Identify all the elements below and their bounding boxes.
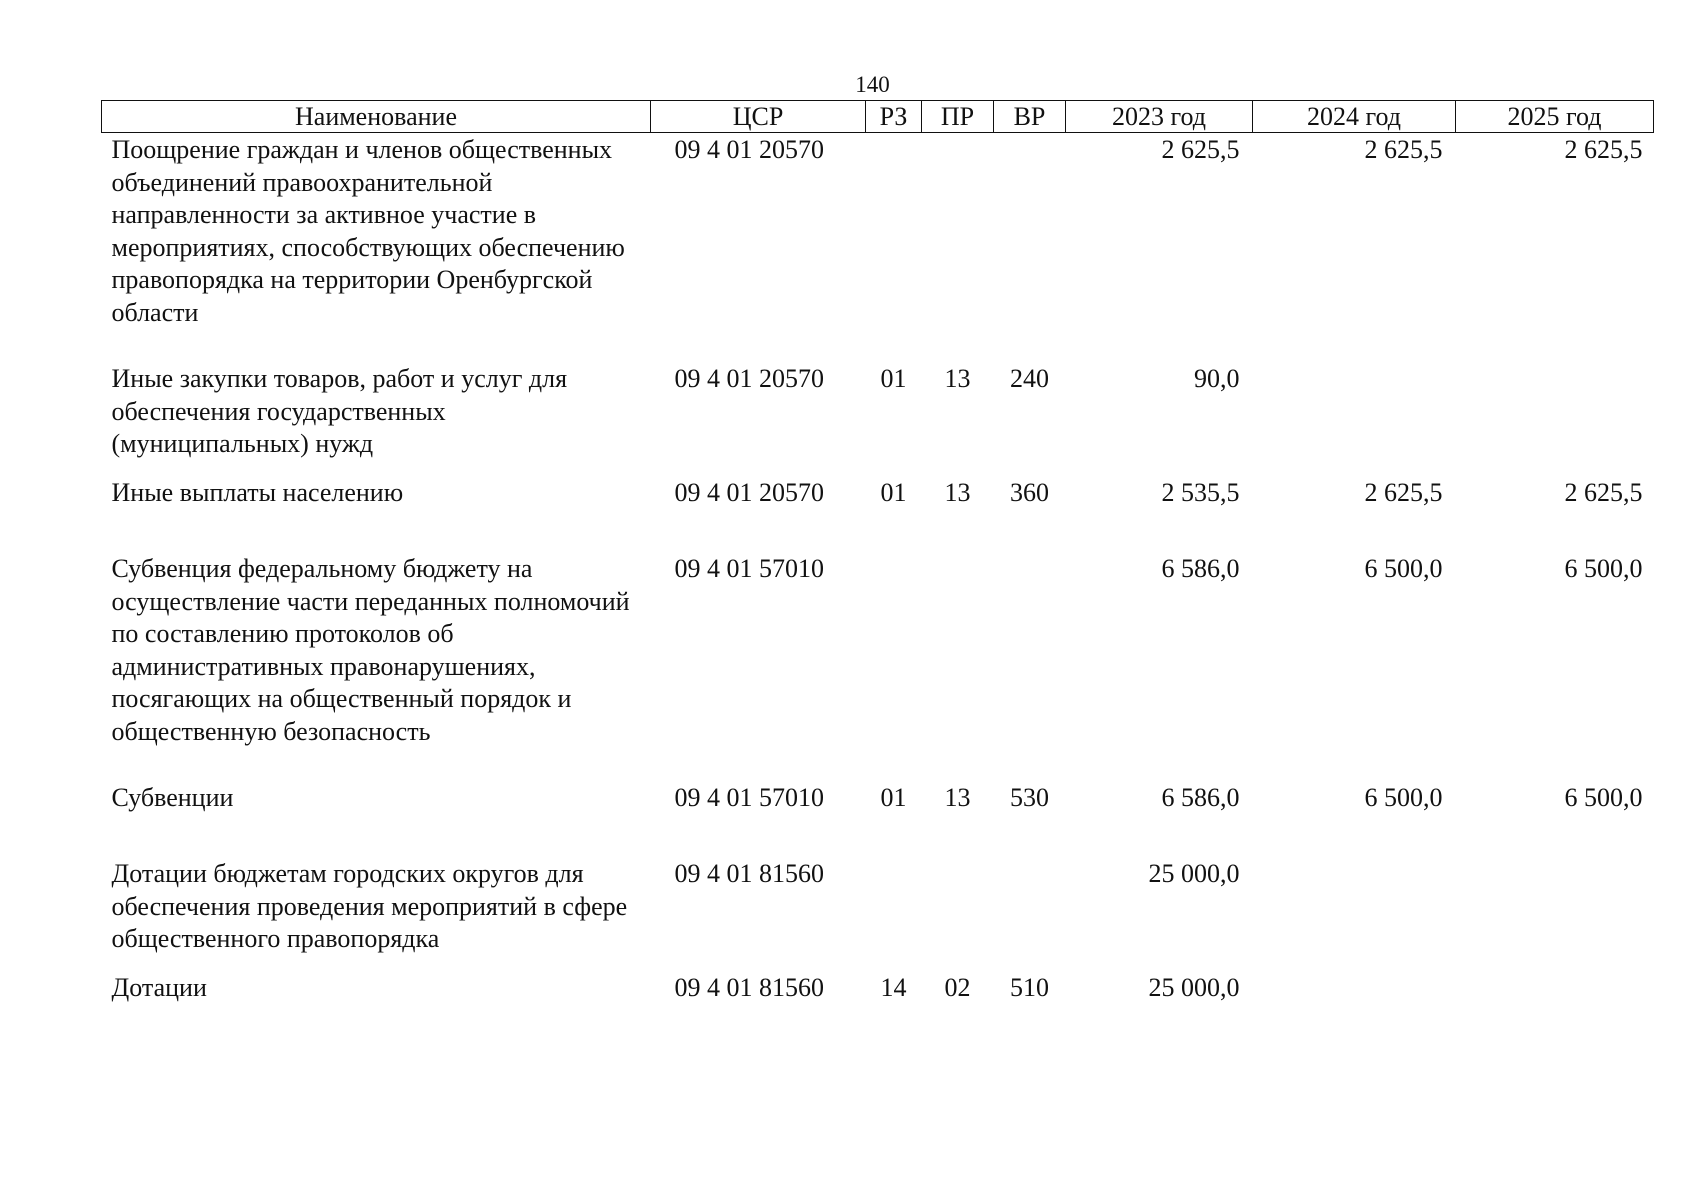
cell-name-text: Поощрение граждан и членов общественных объединений правоохранительной направленности за активное участие в мероприятиях, способствующих обеспечению правопорядка на территории Оренбургской области bbox=[111, 135, 625, 327]
cell-name bbox=[102, 477, 651, 553]
cell-name-text: Дотации bbox=[111, 973, 207, 1002]
header-vr: ВР bbox=[994, 101, 1066, 133]
table-row bbox=[102, 363, 1654, 477]
budget-table bbox=[101, 100, 1654, 1012]
cell-pr bbox=[922, 133, 994, 364]
cell-vr bbox=[994, 858, 1066, 972]
table-row bbox=[102, 858, 1654, 972]
cell-2025 bbox=[1456, 363, 1654, 477]
cell-2025 bbox=[1456, 858, 1654, 972]
cell-csr: 09 4 01 81560 bbox=[674, 973, 824, 1002]
cell-2023: 2 625,5 bbox=[1161, 135, 1240, 164]
header-csr: ЦСР bbox=[651, 101, 866, 133]
cell-name bbox=[102, 363, 651, 477]
cell-name-text: Субвенция федеральному бюджету на осуществление части переданных полномочий по составлению протоколов об административных правонарушениях, посягающих на общественный порядок и общественную безопасность bbox=[111, 554, 630, 746]
header-2023: 2023 год bbox=[1066, 101, 1253, 133]
cell-csr: 09 4 01 20570 bbox=[674, 364, 824, 393]
cell-rz bbox=[866, 553, 922, 782]
table-row bbox=[102, 133, 1654, 364]
cell-pr bbox=[922, 553, 994, 782]
page-number: 140 bbox=[855, 72, 890, 97]
cell-pr: 13 bbox=[944, 783, 971, 812]
table-row bbox=[102, 477, 1654, 553]
cell-2023: 25 000,0 bbox=[1148, 859, 1240, 888]
cell-csr: 09 4 01 81560 bbox=[674, 859, 824, 888]
cell-name bbox=[102, 858, 651, 972]
cell-rz: 01 bbox=[880, 783, 907, 812]
cell-2023: 2 535,5 bbox=[1161, 478, 1240, 507]
header-2025: 2025 год bbox=[1456, 101, 1654, 133]
cell-name bbox=[102, 972, 651, 1012]
header-pr: ПР bbox=[922, 101, 994, 133]
cell-csr: 09 4 01 57010 bbox=[674, 783, 824, 812]
cell-name bbox=[102, 553, 651, 782]
cell-2024: 6 500,0 bbox=[1364, 554, 1443, 583]
cell-2025: 6 500,0 bbox=[1564, 783, 1643, 812]
cell-name-text: Иные выплаты населению bbox=[111, 478, 404, 507]
header-name: Наименование bbox=[102, 101, 651, 133]
cell-pr: 13 bbox=[944, 478, 971, 507]
cell-rz: 01 bbox=[880, 478, 907, 507]
cell-csr: 09 4 01 20570 bbox=[674, 478, 824, 507]
cell-2025: 2 625,5 bbox=[1564, 135, 1643, 164]
table-header-row bbox=[102, 101, 1654, 133]
cell-name bbox=[102, 133, 651, 364]
cell-rz: 01 bbox=[880, 364, 907, 393]
cell-vr: 360 bbox=[1010, 478, 1049, 507]
cell-2023: 25 000,0 bbox=[1148, 973, 1240, 1002]
header-rz: РЗ bbox=[866, 101, 922, 133]
cell-2025 bbox=[1456, 972, 1654, 1012]
table-row bbox=[102, 553, 1654, 782]
cell-2024 bbox=[1253, 363, 1456, 477]
cell-2025: 2 625,5 bbox=[1564, 478, 1643, 507]
cell-name-text: Дотации бюджетам городских округов для обеспечения проведения мероприятий в сфере общественного правопорядка bbox=[111, 859, 628, 954]
cell-csr: 09 4 01 57010 bbox=[674, 554, 824, 583]
cell-name-text: Субвенции bbox=[111, 783, 234, 812]
cell-2024: 2 625,5 bbox=[1364, 478, 1443, 507]
cell-name bbox=[102, 782, 651, 858]
cell-2024: 2 625,5 bbox=[1364, 135, 1443, 164]
cell-name-text: Иные закупки товаров, работ и услуг для обеспечения государственных (муниципальных) нужд bbox=[111, 364, 568, 459]
cell-2024 bbox=[1253, 972, 1456, 1012]
cell-vr: 240 bbox=[1010, 364, 1049, 393]
cell-pr: 02 bbox=[944, 973, 971, 1002]
cell-2023: 90,0 bbox=[1194, 364, 1240, 393]
cell-2024: 6 500,0 bbox=[1364, 783, 1443, 812]
cell-2023: 6 586,0 bbox=[1161, 554, 1240, 583]
cell-vr: 530 bbox=[1010, 783, 1049, 812]
cell-2025: 6 500,0 bbox=[1564, 554, 1643, 583]
table-row bbox=[102, 972, 1654, 1012]
cell-pr bbox=[922, 858, 994, 972]
cell-rz bbox=[866, 133, 922, 364]
table-row bbox=[102, 782, 1654, 858]
cell-pr: 13 bbox=[944, 364, 971, 393]
cell-2024 bbox=[1253, 858, 1456, 972]
header-2024: 2024 год bbox=[1253, 101, 1456, 133]
cell-csr: 09 4 01 20570 bbox=[674, 135, 824, 164]
cell-2023: 6 586,0 bbox=[1161, 783, 1240, 812]
cell-vr: 510 bbox=[1010, 973, 1049, 1002]
cell-rz bbox=[866, 858, 922, 972]
cell-vr bbox=[994, 553, 1066, 782]
cell-rz: 14 bbox=[880, 973, 907, 1002]
cell-vr bbox=[994, 133, 1066, 364]
